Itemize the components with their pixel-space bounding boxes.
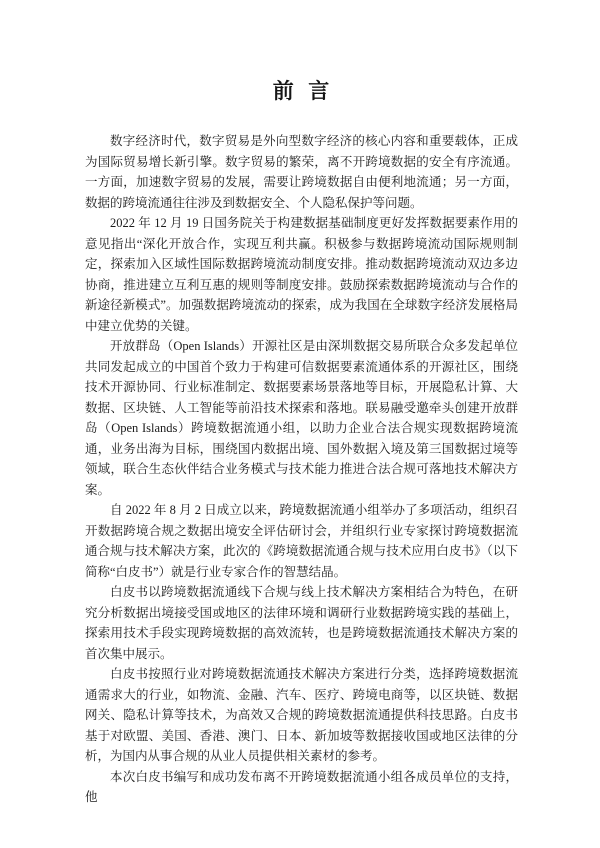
paragraph-open-islands: 开放群岛（Open Islands）开源社区是由深圳数据交易所联合众多发起单位共同发起成立的中国首个致力于构建可信数据要素流通体系的开源社区，围绕技术开源协同、行业标准制定、数据要素场景落地等目标，开展隐私计算、大数据、区块链、人工智能等前沿技术探索和落地。联易融受邀牵头创建开放群岛（Open Islands）跨境数据流通小组，以助力企业合法合规实现数据跨境流通，业务出海为目标，围绕国内数据出境、国外数据入境及第三国数据过境等领域，联合生态伙伴结合业务模式与技术能力推进合法合规可落地技术解决方案。 [85, 339, 518, 497]
paragraph-industry-classification: 白皮书按照行业对跨境数据流通技术解决方案进行分类，选择跨境数据流通需求大的行业，如物流、金融、汽车、医疗、跨境电商等，以区块链、数据网关、隐私计算等技术，为高效又合规的跨境数据流通提供科技思路。白皮书基于对欧盟、美国、香港、澳门、日本、新加坡等数据接收国或地区法律的分析，为国内从事合规的从业人员提供相关素材的参考。 [85, 667, 518, 763]
paragraph-policy: 2022 年 12 月 19 日国务院关于构建数据基础制度更好发挥数据要素作用的意见指出“深化开放合作，实现互利共赢。积极参与数据跨境流动国际规则制定，探索加入区域性国际数据跨境流动制度安排。推动数据跨境流动双边多边协商，推进建立互利互惠的规则等制度安排。鼓励探索数据跨境流动与合作的新途径新模式”。加强数据跨境流动的探索，成为我国在全球数字经济发展格局中建立优势的关键。 [85, 216, 518, 333]
paragraph-acknowledgement: 本次白皮书编写和成功发布离不开跨境数据流通小组各成员单位的支持，他 [85, 769, 518, 804]
page-title: 前 言 [272, 79, 331, 103]
paragraph-workgroup: 自 2022 年 8 月 2 日成立以来，跨境数据流通小组举办了多项活动，组织召开数据跨境合规之数据出境安全评估研讨会，并组织行业专家探讨跨境数据流通合规与技术解决方案，此次的《跨境数据流通合规与技术应用白皮书》（以下简称“白皮书”）就是行业专家合作的智慧结晶。 [85, 503, 518, 579]
paragraph-whitepaper-feature: 白皮书以跨境数据流通线下合规与线上技术解决方案相结合为特色，在研究分析数据出境接受国或地区的法律环境和调研行业数据跨境实践的基础上，探索用技术手段实现跨境数据的高效流转，也是跨境数据流通技术解决方案的首次集中展示。 [85, 585, 518, 661]
paragraph-intro: 数字经济时代，数字贸易是外向型数字经济的核心内容和重要载体，正成为国际贸易增长新引擎。数字贸易的繁荣，离不开跨境数据的安全有序流通。一方面，加速数字贸易的发展，需要让跨境数据自由便利地流通；另一方面，数据的跨境流通往往涉及到数据安全、个人隐私保护等问题。 [85, 134, 518, 210]
